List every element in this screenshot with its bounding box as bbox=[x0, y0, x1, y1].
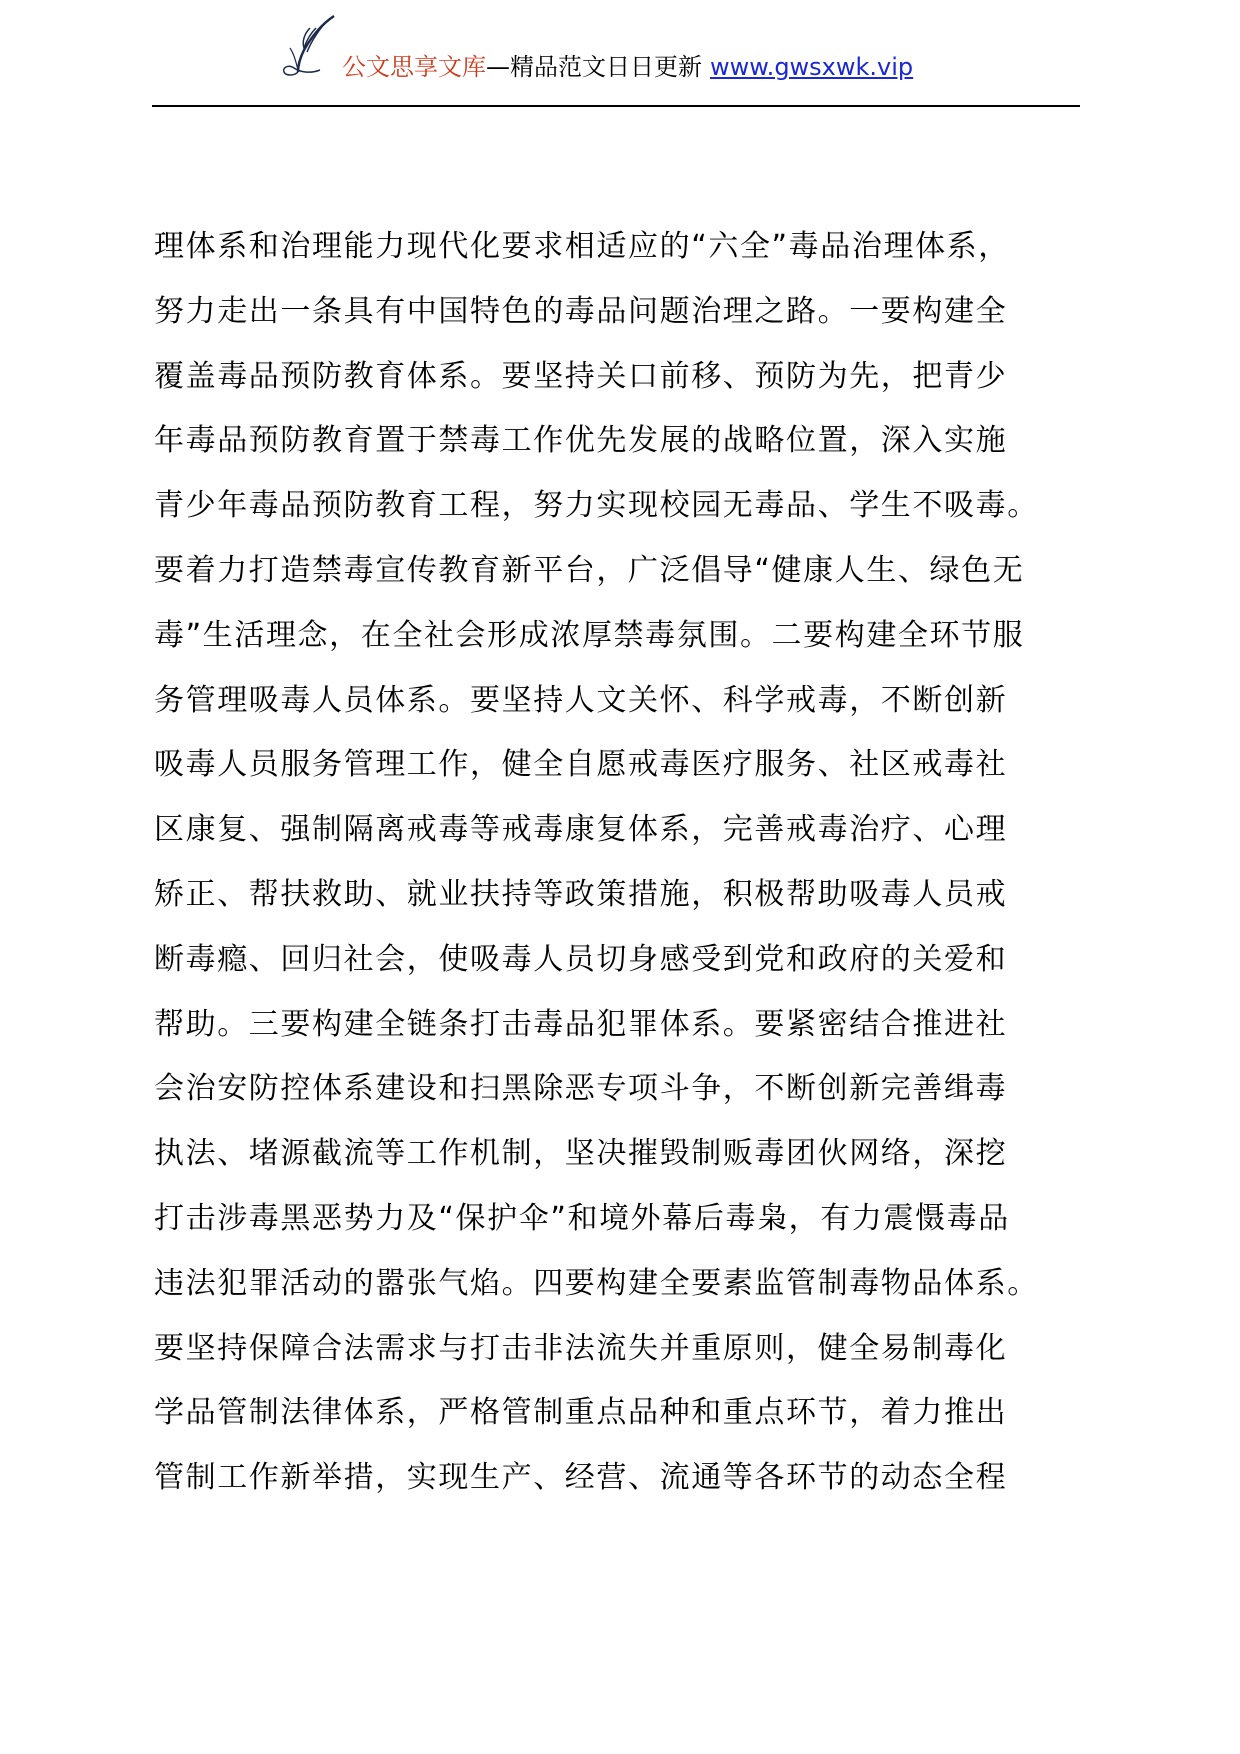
text-line: 执法、堵源截流等工作机制，坚决摧毁制贩毒团伙网络，深挖 bbox=[154, 1136, 1008, 1172]
text-line: 毒”生活理念，在全社会形成浓厚禁毒氛围。二要构建全环节服 bbox=[154, 617, 1025, 653]
text-line: 管制工作新举措，实现生产、经营、流通等各环节的动态全程 bbox=[154, 1460, 1008, 1496]
text-line: 覆盖毒品预防教育体系。要坚持关口前移、预防为先，把青少 bbox=[154, 358, 1008, 394]
text-line: 学品管制法律体系，严格管制重点品种和重点环节，着力推出 bbox=[154, 1395, 1008, 1431]
text-line: 断毒瘾、回归社会，使吸毒人员切身感受到党和政府的关爱和 bbox=[154, 941, 1008, 977]
text-line: 打击涉毒黑恶势力及“保护伞”和境外幕后毒枭，有力震慑毒品 bbox=[154, 1200, 1010, 1236]
text-line: 矫正、帮扶救助、就业扶持等政策措施，积极帮助吸毒人员戒 bbox=[154, 876, 1008, 912]
header-title bbox=[342, 50, 913, 84]
text-line: 理体系和治理能力现代化要求相适应的“六全”毒品治理体系， bbox=[154, 229, 1010, 264]
text-line: 区康复、强制隔离戒毒等戒毒康复体系，完善戒毒治疗、心理 bbox=[154, 812, 1008, 848]
text-line: 吸毒人员服务管理工作，健全自愿戒毒医疗服务、社区戒毒社 bbox=[154, 747, 1008, 783]
text-line: 要着力打造禁毒宣传教育新平台，广泛倡导“健康人生、绿色无 bbox=[154, 552, 1025, 588]
quill-pen-logo-icon bbox=[276, 14, 346, 80]
website-link[interactable]: www.gwsxwk.vip bbox=[710, 53, 914, 81]
header-tagline: —精品范文日日更新 bbox=[486, 53, 702, 81]
text-line: 年毒品预防教育置于禁毒工作优先发展的战略位置，深入实施 bbox=[154, 423, 1008, 459]
brand-name: 公文思享文库 bbox=[342, 53, 486, 81]
text-line: 会治安防控体系建设和扫黑除恶专项斗争，不断创新完善缉毒 bbox=[154, 1071, 1008, 1107]
text-line: 努力走出一条具有中国特色的毒品问题治理之路。一要构建全 bbox=[154, 293, 1008, 329]
text-line: 帮助。三要构建全链条打击毒品犯罪体系。要紧密结合推进社 bbox=[154, 1006, 1008, 1042]
text-line: 要坚持保障合法需求与打击非法流失并重原则，健全易制毒化 bbox=[154, 1330, 1008, 1366]
text-line: 青少年毒品预防教育工程，努力实现校园无毒品、学生不吸毒。 bbox=[154, 488, 1039, 524]
document-body bbox=[154, 215, 1094, 1511]
header-divider bbox=[152, 105, 1080, 107]
text-line: 务管理吸毒人员体系。要坚持人文关怀、科学戒毒，不断创新 bbox=[154, 682, 1008, 718]
page-header bbox=[0, 0, 1240, 110]
text-line: 违法犯罪活动的嚣张气焰。四要构建全要素监管制毒物品体系。 bbox=[154, 1265, 1039, 1301]
